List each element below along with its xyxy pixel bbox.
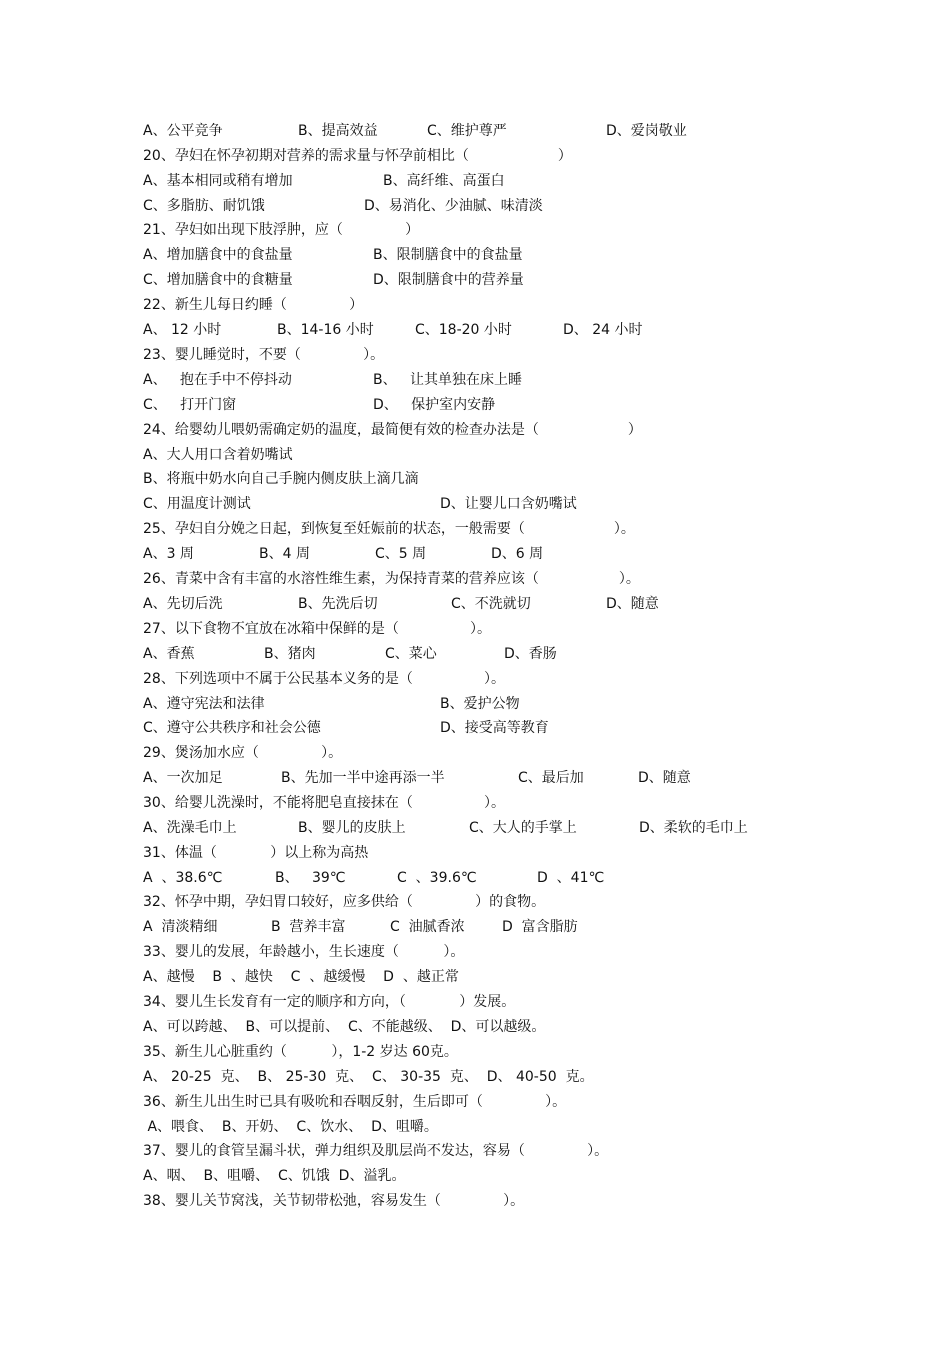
options-row [143, 494, 577, 514]
option-line: A、喂食、 B、开奶、 C、饮水、 D、咀嚼。 [143, 1119, 438, 1135]
options-row [143, 320, 643, 340]
question-line: 33、婴儿的发展，年龄越小，生长速度（ ）。 [143, 944, 465, 960]
question-line: 35、新生儿心脏重约（ ），1-2 岁达 60克。 [143, 1044, 458, 1060]
option-line: B、将瓶中奶水向自己手腕内侧皮肤上滴几滴 [143, 471, 419, 487]
option-c: C、18-20 小时 [415, 322, 512, 338]
option-line: A、 20-25 克、 B、 25-30 克、 C、 30-35 克、 D、 40-50 克。 [143, 1069, 594, 1085]
option-c: C、遵守公共秩序和社会公德 [143, 720, 321, 736]
question-line: 31、体温（ ）以上称为高热 [143, 845, 369, 861]
option-b: B、 让其单独在床上睡 [373, 372, 522, 388]
option-d: D、 保护室内安静 [373, 397, 496, 413]
question-line: 38、婴儿关节窝浅，关节韧带松弛，容易发生（ ）。 [143, 1193, 525, 1209]
options-row [143, 868, 605, 888]
option-a: A、香蕉 [143, 646, 195, 662]
option-b: B、4 周 [259, 546, 310, 562]
question-line: 22、新生儿每日约睡（ ） [143, 297, 364, 313]
options-row [143, 245, 523, 265]
option-b: B、先洗后切 [298, 596, 378, 612]
option-d: D、让婴儿口含奶嘴试 [440, 496, 577, 512]
question-line: 36、新生儿出生时已具有吸吮和吞咽反射，生后即可（ ）。 [143, 1094, 567, 1110]
option-d: D、接受高等教育 [440, 720, 549, 736]
option-b: B、限制膳食中的食盐量 [373, 247, 523, 263]
option-a: A、 抱在手中不停抖动 [143, 372, 292, 388]
question-line: 29、煲汤加水应（ ）。 [143, 745, 343, 761]
options-row [143, 644, 557, 664]
option-b: B 营养丰富 [271, 919, 346, 935]
option-d: D 富含脂肪 [502, 919, 578, 935]
options-row [143, 121, 687, 141]
options-row [143, 196, 543, 216]
option-c: C 油腻香浓 [390, 919, 465, 935]
option-d: D、爱岗敬业 [606, 123, 687, 139]
option-c: C、5 周 [375, 546, 427, 562]
option-b: B、 39℃ [275, 870, 346, 886]
option-c: C、增加膳食中的食糖量 [143, 272, 293, 288]
option-a: A、公平竞争 [143, 123, 223, 139]
option-c: C、用温度计测试 [143, 496, 251, 512]
option-c: C、最后加 [518, 770, 584, 786]
option-a: A、 12 小时 [143, 322, 222, 338]
option-c: C、不洗就切 [451, 596, 531, 612]
option-d: D、易消化、少油腻、味清淡 [364, 198, 543, 214]
option-a: A、洗澡毛巾上 [143, 820, 237, 836]
option-b: B、猪肉 [264, 646, 316, 662]
question-line: 23、婴儿睡觉时，不要（ ）。 [143, 347, 385, 363]
option-line: A、咽、 B、咀嚼、 C、饥饿 D、溢乳。 [143, 1168, 406, 1184]
option-b: B、爱护公物 [440, 696, 520, 712]
options-row [143, 917, 578, 937]
question-line: 24、给婴幼儿喂奶需确定奶的温度，最简便有效的检查办法是（ ） [143, 422, 642, 438]
option-line: A、大人用口含着奶嘴试 [143, 447, 293, 463]
option-line: A、越慢 B 、越快 C 、越缓慢 D 、越正常 [143, 969, 459, 985]
options-row [143, 694, 520, 714]
options-row [143, 171, 505, 191]
option-c: C、 打开门窗 [143, 397, 237, 413]
option-c: C、大人的手掌上 [469, 820, 577, 836]
question-line: 27、以下食物不宜放在冰箱中保鲜的是（ ）。 [143, 621, 492, 637]
option-b: B、高纤维、高蛋白 [383, 173, 505, 189]
option-d: D、随意 [606, 596, 659, 612]
options-row [143, 270, 524, 290]
option-a: A、一次加足 [143, 770, 223, 786]
option-d: D、柔软的毛巾上 [639, 820, 748, 836]
option-d: D、香肠 [504, 646, 557, 662]
option-b: B、提高效益 [298, 123, 378, 139]
options-row [143, 544, 544, 564]
option-line: A、可以跨越、 B、可以提前、 C、不能越级、 D、可以越级。 [143, 1019, 546, 1035]
option-a: A 、38.6℃ [143, 870, 223, 886]
options-row [143, 594, 659, 614]
option-d: D、限制膳食中的营养量 [373, 272, 524, 288]
options-row [143, 370, 522, 390]
options-row [143, 718, 549, 738]
question-line: 30、给婴儿洗澡时，不能将肥皂直接抹在（ ）。 [143, 795, 506, 811]
option-d: D、随意 [638, 770, 691, 786]
question-line: 37、婴儿的食管呈漏斗状，弹力组织及肌层尚不发达，容易（ ）。 [143, 1143, 609, 1159]
option-a: A、3 周 [143, 546, 194, 562]
question-line: 20、孕妇在怀孕初期对营养的需求量与怀孕前相比（ ） [143, 148, 572, 164]
option-c: C、菜心 [385, 646, 437, 662]
option-c: C、维护尊严 [427, 123, 507, 139]
option-c: C 、39.6℃ [397, 870, 477, 886]
question-line: 34、婴儿生长发育有一定的顺序和方向，（ ）发展。 [143, 994, 516, 1010]
option-d: D、6 周 [491, 546, 544, 562]
question-line: 32、怀孕中期，孕妇胃口较好，应多供给（ ）的食物。 [143, 894, 546, 910]
option-d: D 、41℃ [537, 870, 605, 886]
question-line: 21、孕妇如出现下肢浮肿，应（ ） [143, 222, 420, 238]
option-a: A、增加膳食中的食盐量 [143, 247, 293, 263]
option-d: D、 24 小时 [563, 322, 643, 338]
question-line: 28、下列选项中不属于公民基本义务的是（ ）。 [143, 671, 506, 687]
option-a: A、遵守宪法和法律 [143, 696, 265, 712]
option-a: A、先切后洗 [143, 596, 223, 612]
option-a: A、基本相同或稍有增加 [143, 173, 293, 189]
option-c: C、多脂肪、耐饥饿 [143, 198, 265, 214]
option-b: B、婴儿的皮肤上 [298, 820, 406, 836]
options-row [143, 818, 748, 838]
options-row [143, 768, 691, 788]
options-row [143, 395, 496, 415]
question-line: 26、青菜中含有丰富的水溶性维生素，为保持青菜的营养应该（ ）。 [143, 571, 640, 587]
option-b: B、14-16 小时 [277, 322, 374, 338]
option-a: A 清淡精细 [143, 919, 218, 935]
question-line: 25、孕妇自分娩之日起，到恢复至妊娠前的状态，一般需要（ ）。 [143, 521, 635, 537]
option-b: B、先加一半中途再添一半 [281, 770, 445, 786]
